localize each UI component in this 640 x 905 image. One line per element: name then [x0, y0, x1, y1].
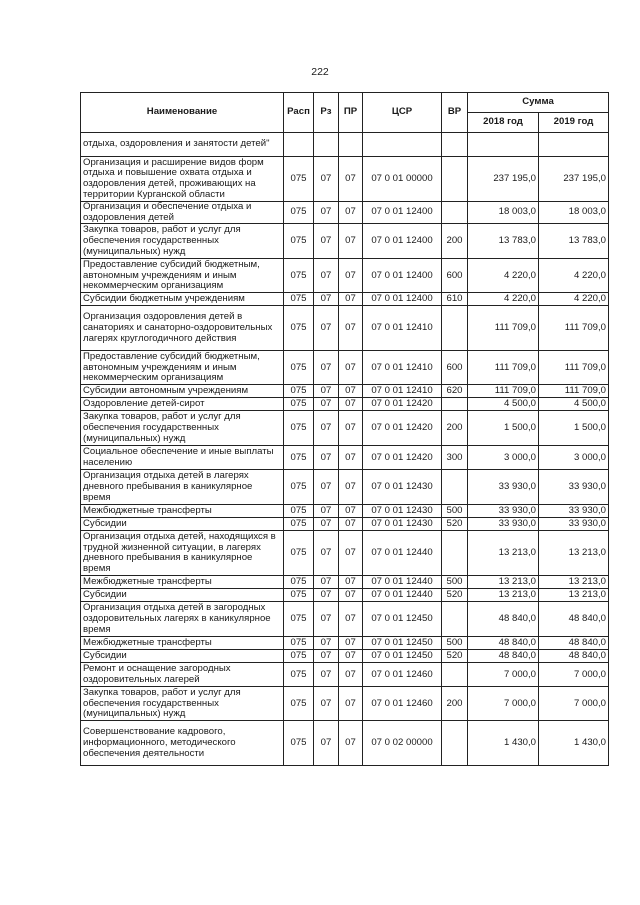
row-rasp: 075 [284, 505, 314, 518]
row-csr: 07 0 01 12400 [363, 293, 442, 306]
row-rz: 07 [314, 470, 339, 505]
row-rasp: 075 [284, 650, 314, 663]
row-sum-2018: 4 220,0 [468, 259, 539, 293]
row-vr: 200 [442, 224, 468, 259]
row-sum-2018: 13 213,0 [468, 589, 539, 602]
row-rasp: 075 [284, 531, 314, 576]
row-sum-2019 [539, 133, 609, 157]
row-sum-2018: 3 000,0 [468, 446, 539, 470]
row-name: Предоставление субсидий бюджетным, автономным учреждениям и иным некоммерческим организациям [81, 259, 284, 293]
row-sum-2019: 4 220,0 [539, 293, 609, 306]
row-vr [442, 398, 468, 411]
row-sum-2018: 13 783,0 [468, 224, 539, 259]
table-row [81, 531, 609, 576]
row-sum-2019: 18 003,0 [539, 202, 609, 224]
row-csr: 07 0 02 00000 [363, 721, 442, 766]
row-csr: 07 0 01 12440 [363, 576, 442, 589]
table-row [81, 470, 609, 505]
row-rasp: 075 [284, 470, 314, 505]
table-row [81, 663, 609, 687]
row-name: Совершенствование кадрового, информационного, методического обеспечения деятельности [81, 721, 284, 766]
table-row [81, 576, 609, 589]
row-sum-2019: 48 840,0 [539, 637, 609, 650]
row-sum-2018: 111 709,0 [468, 351, 539, 385]
row-sum-2019: 48 840,0 [539, 602, 609, 637]
table-row [81, 411, 609, 446]
row-rasp: 075 [284, 721, 314, 766]
table-row [81, 351, 609, 385]
row-vr [442, 721, 468, 766]
row-name: Закупка товаров, работ и услуг для обеспечения государственных (муниципальных) нужд [81, 687, 284, 721]
row-pr: 07 [339, 518, 363, 531]
row-pr: 07 [339, 398, 363, 411]
row-rz: 07 [314, 411, 339, 446]
row-csr: 07 0 01 12430 [363, 518, 442, 531]
row-sum-2018: 111 709,0 [468, 385, 539, 398]
row-rz: 07 [314, 259, 339, 293]
row-name: Организация отдыха детей в загородных оздоровительных лагерях в каникулярное время [81, 602, 284, 637]
row-name: Субсидии [81, 589, 284, 602]
header-rz: Рз [314, 93, 339, 133]
row-pr: 07 [339, 650, 363, 663]
table-row [81, 518, 609, 531]
row-vr [442, 602, 468, 637]
row-name: Закупка товаров, работ и услуг для обеспечения государственных (муниципальных) нужд [81, 411, 284, 446]
row-rasp: 075 [284, 589, 314, 602]
row-rasp: 075 [284, 224, 314, 259]
row-name: Предоставление субсидий бюджетным, автономным учреждениям и иным некоммерческим организациям [81, 351, 284, 385]
row-sum-2019: 4 500,0 [539, 398, 609, 411]
table-row [81, 637, 609, 650]
row-pr: 07 [339, 259, 363, 293]
row-pr: 07 [339, 224, 363, 259]
row-pr: 07 [339, 470, 363, 505]
row-sum-2018: 48 840,0 [468, 650, 539, 663]
row-pr: 07 [339, 602, 363, 637]
table-row [81, 259, 609, 293]
row-name: Организация отдыха детей, находящихся в трудной жизненной ситуации, в лагерях дневного пребывания в каникулярное время [81, 531, 284, 576]
row-pr: 07 [339, 351, 363, 385]
row-sum-2018: 1 430,0 [468, 721, 539, 766]
row-rasp: 075 [284, 306, 314, 351]
row-csr: 07 0 01 12450 [363, 650, 442, 663]
row-sum-2018: 13 213,0 [468, 576, 539, 589]
row-pr: 07 [339, 293, 363, 306]
row-rz: 07 [314, 518, 339, 531]
row-rz: 07 [314, 663, 339, 687]
row-name: Ремонт и оснащение загородных оздоровительных лагерей [81, 663, 284, 687]
row-rasp: 075 [284, 385, 314, 398]
row-csr [363, 133, 442, 157]
row-vr [442, 306, 468, 351]
row-name: Межбюджетные трансферты [81, 576, 284, 589]
table-row [81, 721, 609, 766]
row-rasp: 075 [284, 446, 314, 470]
table-body [81, 133, 609, 766]
table-row [81, 224, 609, 259]
row-rasp: 075 [284, 663, 314, 687]
row-rz: 07 [314, 602, 339, 637]
row-rz: 07 [314, 398, 339, 411]
row-pr: 07 [339, 663, 363, 687]
row-sum-2018: 4 220,0 [468, 293, 539, 306]
row-csr: 07 0 01 12400 [363, 202, 442, 224]
row-csr: 07 0 01 00000 [363, 157, 442, 202]
row-sum-2019: 4 220,0 [539, 259, 609, 293]
row-rz [314, 133, 339, 157]
row-name: отдыха, оздоровления и занятости детей" [81, 133, 284, 157]
row-csr: 07 0 01 12420 [363, 398, 442, 411]
row-name: Субсидии [81, 518, 284, 531]
header-year-2018: 2018 год [468, 113, 539, 133]
row-sum-2019: 13 213,0 [539, 589, 609, 602]
header-year-2019: 2019 год [539, 113, 609, 133]
row-name: Субсидии автономным учреждениям [81, 385, 284, 398]
row-csr: 07 0 01 12450 [363, 602, 442, 637]
row-sum-2019: 7 000,0 [539, 663, 609, 687]
row-sum-2018: 111 709,0 [468, 306, 539, 351]
row-rz: 07 [314, 351, 339, 385]
table-row [81, 505, 609, 518]
table-header [81, 93, 609, 133]
row-rasp: 075 [284, 637, 314, 650]
row-pr: 07 [339, 202, 363, 224]
table-row [81, 602, 609, 637]
row-rasp: 075 [284, 202, 314, 224]
row-vr: 500 [442, 505, 468, 518]
row-name: Межбюджетные трансферты [81, 505, 284, 518]
row-rasp: 075 [284, 293, 314, 306]
row-sum-2018: 4 500,0 [468, 398, 539, 411]
row-rz: 07 [314, 637, 339, 650]
row-sum-2019: 3 000,0 [539, 446, 609, 470]
row-sum-2019: 33 930,0 [539, 470, 609, 505]
row-sum-2018 [468, 133, 539, 157]
header-name: Наименование [81, 93, 284, 133]
row-csr: 07 0 01 12400 [363, 224, 442, 259]
row-rz: 07 [314, 589, 339, 602]
row-rz: 07 [314, 650, 339, 663]
row-sum-2019: 111 709,0 [539, 306, 609, 351]
row-sum-2019: 1 500,0 [539, 411, 609, 446]
row-vr: 500 [442, 637, 468, 650]
row-sum-2018: 18 003,0 [468, 202, 539, 224]
row-vr: 200 [442, 687, 468, 721]
row-vr [442, 470, 468, 505]
header-csr: ЦСР [363, 93, 442, 133]
row-csr: 07 0 01 12430 [363, 470, 442, 505]
row-sum-2018: 7 000,0 [468, 663, 539, 687]
row-rz: 07 [314, 224, 339, 259]
row-sum-2018: 33 930,0 [468, 518, 539, 531]
row-vr: 620 [442, 385, 468, 398]
row-vr [442, 157, 468, 202]
row-csr: 07 0 01 12440 [363, 531, 442, 576]
row-vr: 300 [442, 446, 468, 470]
row-vr: 610 [442, 293, 468, 306]
row-sum-2019: 237 195,0 [539, 157, 609, 202]
table-row [81, 157, 609, 202]
row-rz: 07 [314, 576, 339, 589]
table-row [81, 589, 609, 602]
row-csr: 07 0 01 12400 [363, 259, 442, 293]
row-vr [442, 133, 468, 157]
header-rasp: Расп [284, 93, 314, 133]
row-sum-2018: 33 930,0 [468, 470, 539, 505]
header-pr: ПР [339, 93, 363, 133]
row-pr: 07 [339, 157, 363, 202]
row-sum-2018: 33 930,0 [468, 505, 539, 518]
row-rz: 07 [314, 385, 339, 398]
table-row [81, 293, 609, 306]
header-sum: Сумма [468, 93, 609, 113]
row-sum-2019: 33 930,0 [539, 518, 609, 531]
row-pr: 07 [339, 446, 363, 470]
row-sum-2018: 48 840,0 [468, 637, 539, 650]
row-pr: 07 [339, 505, 363, 518]
row-sum-2019: 1 430,0 [539, 721, 609, 766]
row-name: Субсидии бюджетным учреждениям [81, 293, 284, 306]
row-vr: 520 [442, 650, 468, 663]
row-sum-2018: 237 195,0 [468, 157, 539, 202]
row-name: Организация отдыха детей в лагерях дневного пребывания в каникулярное время [81, 470, 284, 505]
row-rz: 07 [314, 687, 339, 721]
row-sum-2019: 13 783,0 [539, 224, 609, 259]
row-rasp: 075 [284, 411, 314, 446]
row-vr: 600 [442, 259, 468, 293]
row-sum-2019: 111 709,0 [539, 351, 609, 385]
row-vr: 600 [442, 351, 468, 385]
row-sum-2019: 7 000,0 [539, 687, 609, 721]
row-rz: 07 [314, 157, 339, 202]
row-vr: 520 [442, 589, 468, 602]
row-csr: 07 0 01 12450 [363, 637, 442, 650]
row-rasp: 075 [284, 157, 314, 202]
row-name: Закупка товаров, работ и услуг для обеспечения государственных (муниципальных) нужд [81, 224, 284, 259]
row-sum-2019: 111 709,0 [539, 385, 609, 398]
row-name: Оздоровление детей-сирот [81, 398, 284, 411]
row-rasp: 075 [284, 351, 314, 385]
row-rz: 07 [314, 531, 339, 576]
row-rz: 07 [314, 721, 339, 766]
row-csr: 07 0 01 12410 [363, 385, 442, 398]
row-pr: 07 [339, 721, 363, 766]
row-csr: 07 0 01 12420 [363, 446, 442, 470]
row-sum-2019: 13 213,0 [539, 531, 609, 576]
row-csr: 07 0 01 12430 [363, 505, 442, 518]
row-pr: 07 [339, 687, 363, 721]
table-row [81, 398, 609, 411]
header-vr: ВР [442, 93, 468, 133]
table-row [81, 306, 609, 351]
table-row [81, 446, 609, 470]
row-rz: 07 [314, 505, 339, 518]
row-sum-2018: 1 500,0 [468, 411, 539, 446]
row-name: Субсидии [81, 650, 284, 663]
row-vr [442, 202, 468, 224]
row-csr: 07 0 01 12460 [363, 687, 442, 721]
row-sum-2019: 48 840,0 [539, 650, 609, 663]
row-name: Социальное обеспечение и иные выплаты населению [81, 446, 284, 470]
table-row [81, 687, 609, 721]
page-number: 222 [311, 66, 329, 78]
table-row [81, 385, 609, 398]
row-pr: 07 [339, 411, 363, 446]
row-sum-2019: 33 930,0 [539, 505, 609, 518]
row-pr [339, 133, 363, 157]
row-rz: 07 [314, 202, 339, 224]
row-name: Межбюджетные трансферты [81, 637, 284, 650]
row-sum-2018: 13 213,0 [468, 531, 539, 576]
row-vr [442, 663, 468, 687]
row-sum-2018: 7 000,0 [468, 687, 539, 721]
row-rz: 07 [314, 446, 339, 470]
row-vr: 200 [442, 411, 468, 446]
row-csr: 07 0 01 12460 [363, 663, 442, 687]
table-row [81, 133, 609, 157]
row-pr: 07 [339, 637, 363, 650]
row-vr: 500 [442, 576, 468, 589]
row-name: Организация и расширение видов форм отдыха и повышение охвата отдыха и оздоровления детей, проживающих на территории Курганской области [81, 157, 284, 202]
budget-table [80, 92, 609, 766]
table-row [81, 650, 609, 663]
table-row [81, 202, 609, 224]
row-rasp [284, 133, 314, 157]
row-name: Организация и обеспечение отдыха и оздоровления детей [81, 202, 284, 224]
row-csr: 07 0 01 12410 [363, 306, 442, 351]
row-rasp: 075 [284, 398, 314, 411]
row-pr: 07 [339, 589, 363, 602]
row-pr: 07 [339, 306, 363, 351]
row-csr: 07 0 01 12440 [363, 589, 442, 602]
row-name: Организация оздоровления детей в санаториях и санаторно-оздоровительных лагерях круглогодичного действия [81, 306, 284, 351]
row-csr: 07 0 01 12420 [363, 411, 442, 446]
row-vr [442, 531, 468, 576]
row-vr: 520 [442, 518, 468, 531]
row-sum-2018: 48 840,0 [468, 602, 539, 637]
row-csr: 07 0 01 12410 [363, 351, 442, 385]
row-rasp: 075 [284, 687, 314, 721]
row-rz: 07 [314, 306, 339, 351]
row-sum-2019: 13 213,0 [539, 576, 609, 589]
row-pr: 07 [339, 576, 363, 589]
row-pr: 07 [339, 531, 363, 576]
row-rasp: 075 [284, 576, 314, 589]
row-rasp: 075 [284, 518, 314, 531]
row-rasp: 075 [284, 259, 314, 293]
row-rasp: 075 [284, 602, 314, 637]
row-rz: 07 [314, 293, 339, 306]
row-pr: 07 [339, 385, 363, 398]
